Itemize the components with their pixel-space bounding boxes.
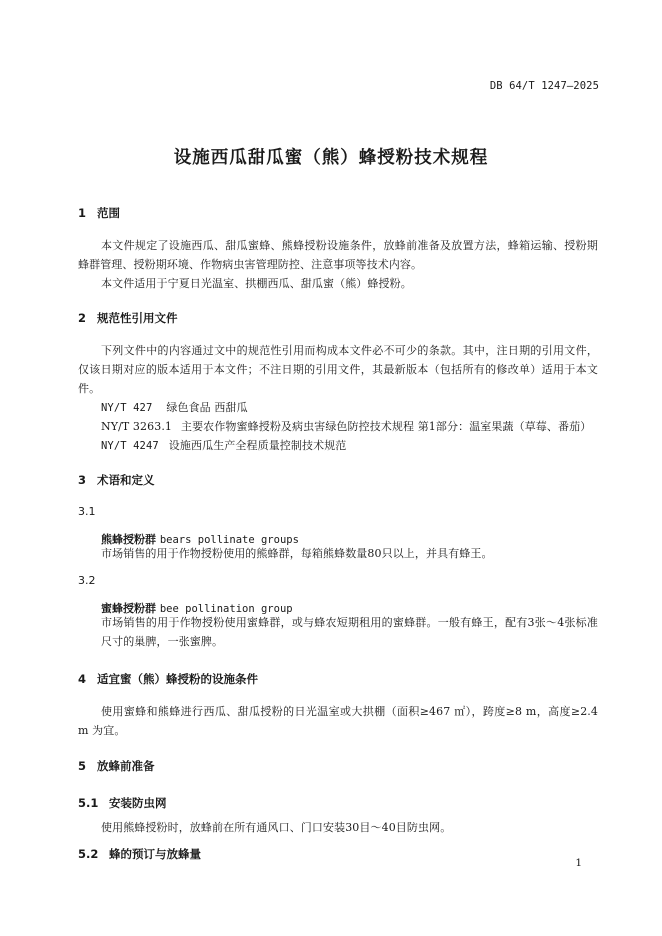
reference-code: NY/T 427 (101, 402, 153, 414)
section-title: 适宜蜜（熊）蜂授粉的设施条件 (97, 672, 258, 686)
section-number: 2 (78, 311, 87, 325)
section-3-heading (78, 472, 155, 488)
section-2-paragraph-1: 下列文件中的内容通过文中的规范性引用而构成本文件必不可少的条款。其中，注日期的引用文件，仅该日期对应的版本适用于本文件；不注日期的引用文件，其最新版本（包括所有的修改单）适用于本文件。 (78, 344, 598, 395)
subsection-number: 5.1 (78, 796, 99, 810)
section-4-paragraph-1: 使用蜜蜂和熊蜂进行西瓜、甜瓜授粉的日光温室或大拱棚（面积≥467 ㎡），跨度≥8 m，高度≥2.4 m 为宜。 (78, 705, 598, 737)
reference-item (101, 398, 248, 418)
section-5-heading (78, 758, 155, 774)
subsection-5-1-paragraph: 使用熊蜂授粉时，放蜂前在所有通风口、门口安装30目～40目防虫网。 (101, 821, 452, 834)
subsection-title: 蜂的预订与放蜂量 (109, 847, 201, 861)
section-title: 范围 (97, 206, 120, 220)
term-number: 3.2 (78, 574, 96, 587)
section-4-heading (78, 671, 258, 687)
reference-code: NY/T 4247 (101, 440, 159, 452)
standard-code: DB 64/T 1247—2025 (489, 80, 599, 92)
term-definition: 市场销售的用于作物授粉使用的熊蜂群，每箱熊蜂数量80只以上，并具有蜂王。 (101, 547, 493, 560)
reference-item (101, 417, 591, 436)
document-title: 设施西瓜甜瓜蜜（熊）蜂授粉技术规程 (173, 148, 489, 168)
section-title: 术语和定义 (97, 473, 155, 487)
section-number: 3 (78, 473, 87, 487)
section-title: 规范性引用文件 (97, 311, 178, 325)
section-number: 1 (78, 206, 87, 220)
section-1-paragraph-2: 本文件适用于宁夏日光温室、拱棚西瓜、甜瓜蜜（熊）蜂授粉。 (101, 277, 412, 290)
reference-code: NY/T 3263.1 (101, 420, 173, 433)
subsection-number: 5.2 (78, 847, 99, 861)
subsection-title: 安装防虫网 (109, 796, 167, 810)
page-number: 1 (575, 857, 582, 869)
section-1-paragraph-1: 本文件规定了设施西瓜、甜瓜蜜蜂、熊蜂授粉设施条件，放蜂前准备及放置方法，蜂箱运输、授粉期蜂群管理、授粉期环境、作物病虫害管理防控、注意事项等技术内容。 (78, 239, 598, 271)
section-number: 4 (78, 672, 87, 686)
term-definition-text: 市场销售的用于作物授粉使用蜜蜂群，或与蜂农短期租用的蜜蜂群。一般有蜂王，配有3张～4张标准尺寸的巢脾，一张蜜脾。 (101, 616, 598, 648)
reference-title: 主要农作物蜜蜂授粉及病虫害绿色防控技术规程 第1部分：温室果蔬（草莓、番茄） (181, 420, 592, 433)
term-number: 3.1 (78, 505, 96, 518)
subsection-5-2-heading (78, 846, 201, 862)
reference-item (101, 436, 346, 456)
section-number: 5 (78, 759, 87, 773)
term-chinese: 蜜蜂授粉群 (101, 602, 156, 615)
term-english: bee pollination group (159, 603, 293, 615)
section-2-heading (78, 310, 178, 326)
reference-title: 绿色食品 西甜瓜 (166, 401, 248, 414)
term-definition (101, 613, 598, 651)
subsection-5-1-heading (78, 795, 167, 811)
term-english: bears pollinate groups (159, 534, 299, 546)
section-1-heading (78, 205, 120, 221)
section-title: 放蜂前准备 (97, 759, 155, 773)
reference-title: 设施西瓜生产全程质量控制技术规范 (168, 439, 347, 452)
term-chinese: 熊蜂授粉群 (101, 533, 156, 546)
